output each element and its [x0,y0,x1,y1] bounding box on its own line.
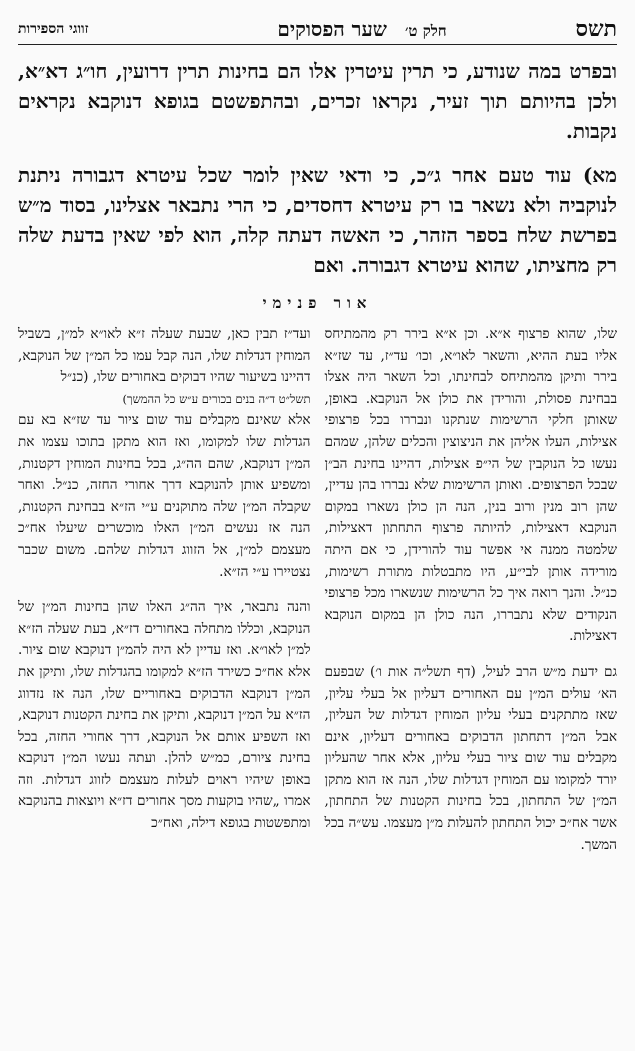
section-label: זווגי הספירות [18,20,89,37]
commentary-columns [18,324,617,1041]
main-paragraph-2: מא) עוד טעם אחר ג״כ, כי ודאי שאין לומר שכל עיטרא דגבורה ניתנת לנוקביה ולא נשאר בו רק עיטרא דחסדים, כי הרי נתבאר אצלינו, בסוד מ״ש בפרשת שלח בספר הזהר, כי האשה דעתה קלה, הוא לפי שאין בדעת שלה רק מחציתו, שהוא עיטרא דגבורה. ואם [18,163,617,277]
left-column [18,324,311,1041]
left-paragraph-1b: אלא שאינם מקבלים עוד שום ציור עד שז״א בא עם הגדלות שלו למקומו, ואז הוא מתקן בתוכו עצמו את המ״ן דנוקבא, שהם הה״ג, בכל בחינות המוחין דקטנות, ומשפיע אותן להנוקבא דרך אחורי החזה, כנ״ל. ואחר שקבלה המ״ן שלה מתוקנים ע״י הז״א בבחינת הקטנות, הנה אז נעשים המ״ן האלו מוכשרים שיעלו אח״כ מעצמם למ״ן, אל הזווג דגדלות שלהם. משום שכבר נצטיירו ע״י הז״א. [18,412,311,580]
part-label: חלק ט׳ [404,21,447,40]
book-title: שער הפסוקים [277,16,387,41]
page-header [18,14,617,45]
running-title [277,17,446,42]
left-note: תשל״ט ד״ה בנים בכורים ע״ש כל ההמשך) [122,391,311,406]
page-number: תשס [575,16,617,42]
right-paragraph-1: שלו, שהוא פרצוף א״א. וכן א״א בירר רק מהמתיחס אליו בעת ההיא, והשאר לאו״א, וכו׳ עד״ז, עד שז״א בירר ותיקן מהמתיחס לבחינתו, וכל השאר היה אצלו בבחינת פסולת, והורידן את כולן אל הנוקבא. באופן, שאותן חלקי הרשימות שנתקנו ונבררו בכל פרצופי אצילות, העלו אליהן את הניצוצין והכלים שלהן, שמהם נעשו כל הנוקבין של הי״פ אצילות, דהיינו בחינת הב״ן שבכל הפרצופים. ואותן הרשימות שלא נבררו בהן עדיין, שהן רוב מנין ורוב בנין, הנה הן כולן נשארו במקום הנוקבא דאצילות, להיותה פרצוף התחתון דאצילות, שלמטה ממנה אי אפשר עוד להורידן, כי אם היתה מורידה אותן לבי״ע, היו מתבטלות מתורת רשימות, כנ״ל. והנך רואה איך כל הרשימות שנשארו מכל פרצופי הנקודים שלא נתבררו, הנה כולן הן במקום הנוקבא דאצילות. [324,326,617,645]
left-paragraph-1: ועד״ז תבין כאן, שבעת שעלה ז״א לאו״א למ״ן, בשביל המוחין דגדלות שלו, הנה קבל עמו כל המ״ן של הנוקבא, דהיינו בשיעור שהיו דבוקים באחורים שלו, (כנ״ל [18,326,311,386]
main-text [18,56,617,294]
left-paragraph-2: והנה נתבאר, איך הה״ג האלו שהן בחינות המ״ן של הנוקבא, וכללו מתחלה באחורים דז״א, בעת שעלה הז״א למ״ן לאו״א. ואז עדיין לא היה להמ״ן דנוקבא שום ציור. אלא אח״כ כשירד הז״א למקומו בהגדלות שלו, ותיקן את המ״ן דנוקבא הדבוקים באחוריים שלו, הנה אז נזדווג הז״א על המ״ן דנוקבא, ותיקן את בחינת הקטנות דנוקבא, ואז השפיע אותם אל הנוקבא, דרך אחורי החזה, בכל בחינת ציורם, כמ״ש להלן. ועתה נעשו המ״ן דנוקבא באופן שיהיו ראוים לעלות מעצמם לזווג דגדלות. וזה אמרו „שהיו בוקעות מסך אחורים דז״א ויוצאות בהנוקבא ומתפשטות בגופא דילה, ואח״כ [18,599,311,832]
main-paragraph-1: ובפרט במה שנודע, כי תרין עיטרין אלו הם בחינות תרין דרועין, חו״ג דא״א, ולכן בהיותם תוך זעיר, נקראו זכרים, ובהתפשטם בגופא דנוקבא נקראים נקבות. [18,59,617,143]
right-column [325,324,618,1041]
right-paragraph-2: גם ידעת מ״ש הרב לעיל, (דף תשל״ה אות ו׳) שבפעם הא׳ עולים המ״ן עם האחורים דעליון אל בעלי עליון, שאז מתתקנים בעלי עליון המוחין דגדלות של העליון, אבל המ״ן דתחתון הדבוקים באחורים דעליון, אינם מקבלים עוד שום ציור בעלי עליון, אלא אחר שהעליון יורד למקומו עם המוחין דגדלות שלו, הנה אז הוא מתקן המ״ן של התחתון, בכל בחינות הקטנות של התחתון, אשר אח״כ יכול התחתון להעלות מ״ן מעצמו. עש״ה בכל המשך. [324,663,617,853]
commentary-title: אור פנימי [262,294,373,312]
